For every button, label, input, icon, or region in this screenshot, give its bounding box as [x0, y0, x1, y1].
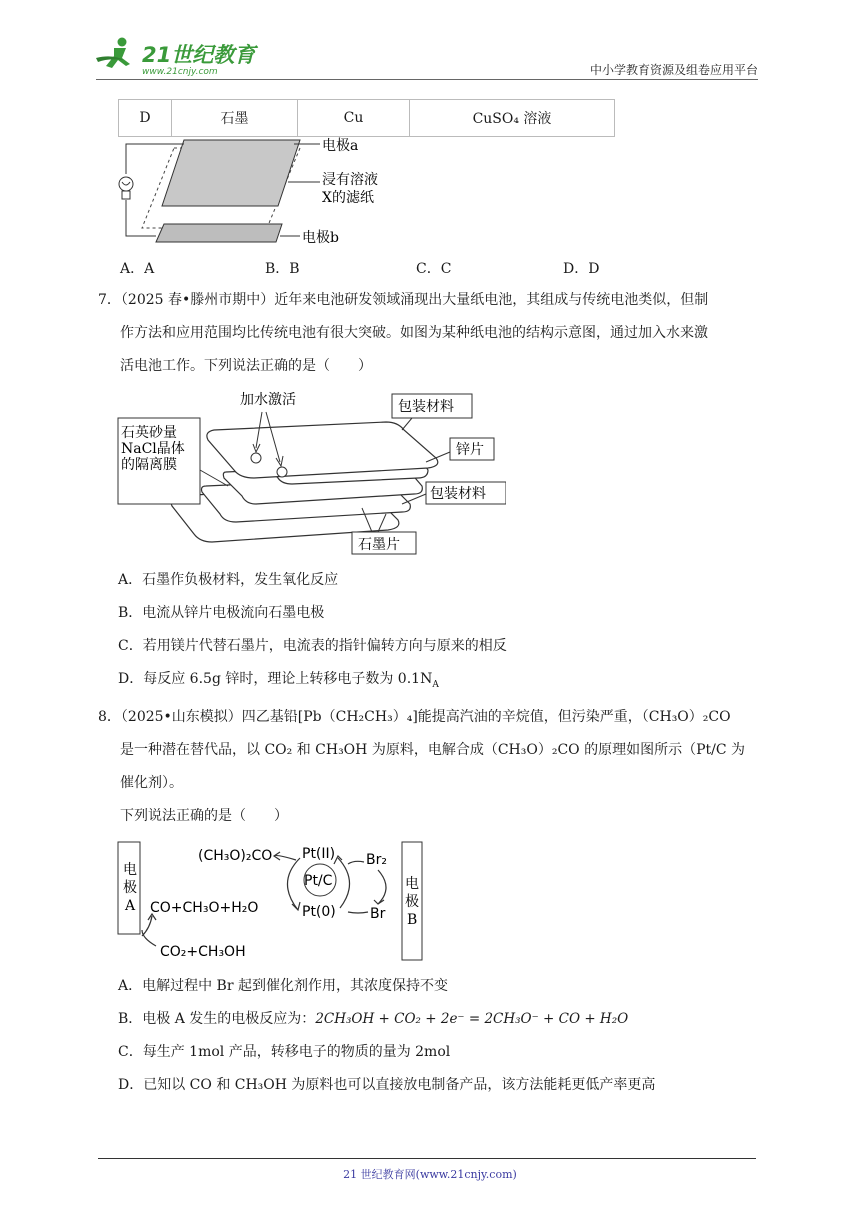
table-cell: Cu: [298, 100, 410, 137]
water-hole: [277, 467, 287, 477]
svg-text:电: 电: [405, 876, 419, 892]
option-a[interactable]: A．A: [120, 261, 155, 277]
svg-text:极: 极: [405, 894, 419, 910]
label-zinc: 锌片: [456, 442, 484, 458]
q8-option-a[interactable]: A．电解过程中 Br 起到催化剂作用，其浓度保持不变: [118, 978, 448, 994]
label-product: (CH₃O)₂CO: [198, 848, 273, 864]
table-row: [119, 100, 615, 137]
q7-option-c[interactable]: C．若用镁片代替石墨片，电流表的指针偏转方向与原来的相反: [118, 638, 507, 654]
q8-line4: 下列说法正确的是（ ）: [120, 808, 288, 824]
label-ptc: Pt/C: [304, 873, 333, 889]
label-graphite: 石墨片: [358, 537, 400, 553]
q8-figure: [116, 838, 426, 964]
water-hole: [251, 453, 261, 463]
q8-option-d[interactable]: D．已知以 CO 和 CH₃OH 为原料也可以直接放电制备产品，该方法能耗更低产率更高: [118, 1077, 656, 1093]
logo-url: www.21cnjy.com: [142, 67, 218, 77]
q7-option-d[interactable]: D．每反应 6.5g 锌时，理论上转移电子数为 $0.1N_A$: [118, 671, 439, 690]
table-cell: 石墨: [172, 100, 298, 137]
q7-option-b[interactable]: B．电流从锌片电极流向石墨电极: [118, 605, 325, 621]
q8-line3: 催化剂）。: [120, 775, 183, 791]
q7-figure: [116, 386, 506, 558]
label-pt2: Pt(II): [302, 846, 336, 862]
label-br2: Br₂: [366, 852, 387, 868]
label-electrode-b: 电极b: [302, 230, 339, 246]
header-divider: [96, 79, 758, 80]
q7-line1: 7．（2025 春•滕州市期中）近年来电池研发领域涌现出大量纸电池，其组成与传统电池类似，但制: [98, 292, 709, 308]
label-pt0: Pt(0): [302, 904, 336, 920]
label-reactants: CO+CH₃O+H₂O: [150, 900, 259, 916]
runner-icon: [96, 38, 130, 69]
q7-line2: 作方法和应用范围均比传统电池有很大突破。如图为某种纸电池的结构示意图，通过加入水来激: [120, 325, 708, 341]
question-8-stem: [98, 701, 778, 833]
arrow-br2: [348, 861, 364, 864]
logo-text: 21世纪教育: [142, 43, 256, 67]
site-logo: [92, 36, 262, 78]
equation: 2CH₃OH + CO₂ + 2e⁻ = 2CH₃O⁻ + CO + H₂O: [315, 1011, 629, 1027]
q7-line3: 活电池工作。下列说法正确的是（ ）: [120, 358, 372, 374]
label-paper-line1: 浸有溶液: [322, 172, 378, 188]
label-packaging-bottom: 包装材料: [430, 486, 486, 502]
q7-option-a[interactable]: A．石墨作负极材料，发生氧化反应: [118, 572, 339, 588]
header-platform-name: 中小学教育资源及组卷应用平台: [589, 63, 758, 77]
bulb-icon: [119, 177, 133, 199]
option-b[interactable]: B．B: [265, 261, 300, 277]
svg-text:B: B: [407, 912, 418, 928]
q8-line1: 8．（2025•山东模拟）四乙基铅[Pb（CH₂CH₃）₄]能提高汽油的辛烷值，但污染严重，（CH₃O）₂CO: [98, 709, 731, 725]
top-packaging: [207, 422, 438, 478]
label-br: Br: [370, 906, 386, 922]
footer-text[interactable]: 21 世纪教育网(www.21cnjy.com): [343, 1168, 517, 1181]
q8-options: [118, 970, 758, 1102]
table-cell: D: [119, 100, 172, 137]
arrow-left-cycle: [287, 858, 300, 910]
svg-text:电: 电: [123, 862, 137, 878]
q8-option-c[interactable]: C．每生产 1mol 产品，转移电子的物质的量为 2mol: [118, 1044, 451, 1060]
label-packaging-top: 包装材料: [398, 399, 454, 415]
options-table: [118, 99, 615, 137]
q8-option-b[interactable]: B．电极 A 发生的电极反应为：2CH₃OH + CO₂ + 2e⁻ = 2CH₃O⁻ + CO + H₂O: [118, 1011, 629, 1027]
arrow-feed: [142, 916, 152, 936]
option-d[interactable]: D．D: [563, 261, 600, 277]
label-electrode-a: 电极a: [322, 138, 359, 154]
electrode-a: [162, 140, 300, 206]
q8-line2: 是一种潜在替代品，以 CO₂ 和 CH₃OH 为原料，电解合成（CH₃O）₂CO 的原理如图所示（Pt/C 为: [120, 742, 746, 758]
label-water-activation: 加水激活: [240, 392, 296, 408]
arrow-br-cycle: [378, 870, 386, 904]
question-7-stem: [98, 284, 778, 383]
option-c[interactable]: C．C: [416, 261, 452, 277]
electrode-b: [156, 224, 282, 242]
svg-text:极: 极: [123, 880, 137, 896]
svg-text:A: A: [125, 898, 136, 914]
arrow-right-cycle: [338, 858, 350, 908]
label-paper-line2: X的滤纸: [322, 190, 374, 206]
label-separator-3: 的隔离膜: [121, 457, 177, 473]
footer-divider: [98, 1158, 756, 1159]
label-separator-2: NaCl晶体: [121, 441, 185, 457]
q7-options: [118, 564, 758, 702]
label-feed: CO₂+CH₃OH: [160, 944, 246, 960]
q6-figure: [112, 136, 392, 250]
label-separator-1: 石英砂量: [121, 425, 177, 441]
table-cell: CuSO₄ 溶液: [410, 100, 615, 137]
